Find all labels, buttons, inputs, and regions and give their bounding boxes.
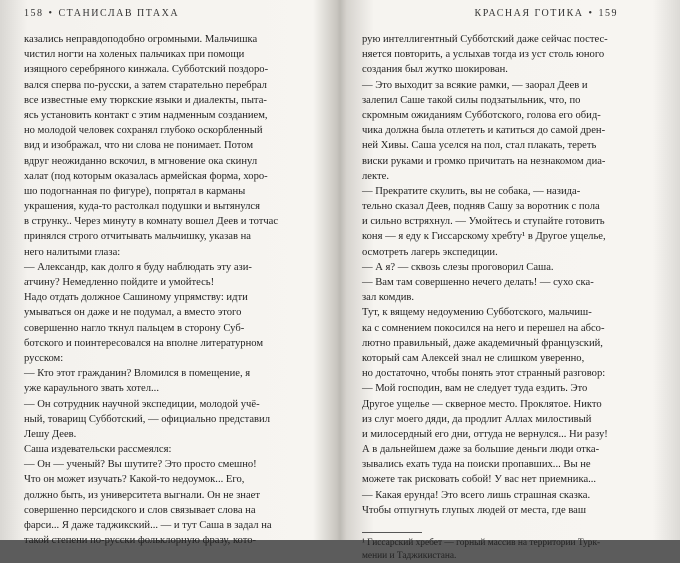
text-line: виски руками и громко причитать на незнакомом диа- [362,155,606,167]
text-line: Лешу Деев. [24,428,77,440]
text-line: чика должна была отлететь и катиться до самой дрен- [362,125,606,137]
text-line: создания был жутко шокирован. [362,64,508,76]
text-line: няется повторить, а услыхав тогда из уст столь юного [362,49,605,61]
text-line: — Какая ерунда! Это всего лишь страшная сказка. [362,489,591,501]
text-line: Саша издевательски рассмеялся: [24,444,172,456]
left-page [24,6,322,547]
left-running-title: СТАНИСЛАВ ПТАХА [58,8,180,19]
text-line: можете так рисковать собой! У вас нет приемника... [362,474,597,486]
text-line: Что он может изучать? Какой-то недоумок... Его, [24,474,245,486]
text-line: А в дальнейшем даже за большие деньги люди отка- [362,444,600,456]
text-line: Надо отдать должное Сашиному упрямству: идти [24,292,248,304]
text-line: шо подогнанная по фигуре), попрятал в карманы [24,185,246,197]
text-line: Тут, к вящему недоумению Субботского, мальчиш- [362,307,592,319]
text-line: рую интеллигентный Субботский даже сейчас постес- [362,34,608,45]
text-line: все известные ему тюркские языки и диалекты, пыта- [24,94,267,106]
text-line: уже караульного звать хотел... [24,383,159,395]
text-line: зал комдив. [362,292,415,304]
text-line: — Прекратите скулить, вы не собака, — назида- [362,185,581,197]
text-line: него налитыми глаза: [24,246,121,258]
left-page-header [24,6,322,22]
text-line: ней Хивы. Саша уселся на пол, стал плакать, тереть [362,140,597,152]
text-line: лекте. [362,170,389,182]
text-line: украшения, куда-то растолкал подушки и вытянулся [24,201,260,213]
footnote [362,537,654,563]
text-line: ный, товарищ Субботский, — официально представил [24,413,270,425]
text-line: скромным ожиданиям Субботского, голова его обид- [362,109,601,121]
left-page-body [24,32,322,548]
text-line: но достаточно, чтобы понять этот странный разговор: [362,368,606,380]
right-page [362,6,654,561]
footnote-line: мении и Таджикистана. [362,551,457,561]
text-line: вдруг неожиданно вскочил, в мгновение ока скинул [24,155,258,167]
text-line: должно быть, из университета выгнали. Он не знает [24,489,260,501]
text-line: казались неправдоподобно огромными. Мальчишка [24,34,258,45]
footnote-rule [362,532,422,533]
right-page-number: 159 [598,8,618,19]
text-line: ботского и поинтересовался на вполне литературном [24,337,264,349]
text-line: принялся строго отчитывать мальчишку, указав на [24,231,252,243]
text-line: лютно правильный, даже академичный французский, [362,337,603,349]
text-line: — Кто этот гражданин? Вломился в помещение, я [24,368,251,380]
text-line: и милосердный его дни, оттуда не вернулся... Ни разу! [362,428,608,440]
text-line: осмотреть лагерь экспедиции. [362,246,498,258]
header-separator: • [48,8,54,19]
text-line: из слуг моего дяди, да продлит Аллах милостивый [362,413,592,425]
text-line: — Александр, как долго я буду наблюдать эту ази- [24,261,252,273]
text-line: умываться он даже и не подумал, а вместо этого [24,307,242,319]
text-line: но молодой человек сохранял глубоко оскорбленный [24,125,263,137]
text-line: и сильно встряхнул. — Умойтесь и ступайте готовить [362,216,605,228]
text-line: тельно сказал Деев, подняв Сашу за воротник с пола [362,201,600,213]
text-line: Другое ущелье — скверное место. Проклятое. Никто [362,398,602,410]
text-line: залепил Саше такой силы подзатыльник, что, по [362,94,581,106]
right-page-body [362,32,654,518]
right-running-title: КРАСНАЯ ГОТИКА [474,8,584,19]
text-line: — Мой господин, вам не следует туда ездить. Это [362,383,588,395]
text-line: — Вам там совершенно нечего делать! — сухо ска- [362,277,594,288]
text-line: — А я? — сквозь слезы проговорил Саша. [362,261,554,273]
text-line: вался сперва по-русски, а затем старательно перебрал [24,79,267,91]
text-line: ка с сомнением покосился на него и перешел на абсо- [362,322,605,334]
text-line: атчину? Немедленно пойдите и умойтесь! [24,277,215,288]
text-line: коня — я еду к Гиссарскому хребту¹ в Другое ущелье, [362,231,606,243]
text-line: — Это выходит за всякие рамки, — заорал Деев и [362,79,588,91]
text-line: русском: [24,352,64,364]
text-line: который сам Алексей знал не слишком уверенно, [362,352,585,364]
text-line: фарси... Я даже таджикский... — и тут Саша в задал на [24,520,272,531]
right-page-header [362,6,654,22]
text-line: халат (под которым оказалась армейская форма, хоро- [24,170,268,182]
text-line: — Он — ученый? Вы шутите? Это просто смешно! [24,459,257,471]
text-line: Чтобы отпугнуть глупых людей от места, где ваш [362,504,587,516]
header-separator: • [588,8,594,19]
text-line: — Он сотрудник научной экспедиции, молодой учё- [24,398,260,410]
text-line: в струнку.. Через минуту в комнату вошел Деев и тотчас [24,216,279,228]
text-line: вид и изображал, что ни слова не понимает. Потом [24,140,254,152]
text-line: совершенно персидского и слов связывает слова на [24,504,256,516]
text-line: ясь установить контакт с этим надменным созданием, [24,109,268,121]
text-line: чистил ногти на холеных пальчиках при помощи [24,49,245,61]
footnote-line: ¹ Гиссарский хребет — горный массив на территории Турк- [362,538,601,548]
text-line: такой степени по-русски фольклорную фразу, кото- [24,535,257,547]
text-line: совершенно нагло ткнул пальцем в сторону Суб- [24,322,245,334]
left-page-number: 158 [24,8,44,19]
text-line: зывались ехать туда на поиски пропавших... Вы не [362,459,591,471]
text-line: изящного серебряного кинжала. Субботский поздоро- [24,64,269,76]
